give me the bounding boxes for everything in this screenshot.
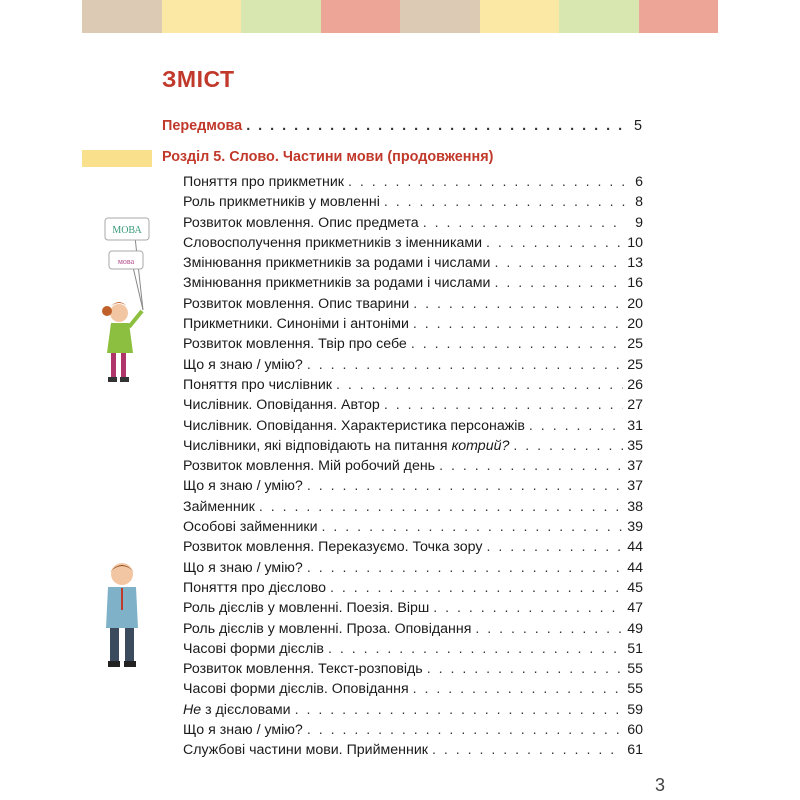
- section-heading: Розділ 5. Слово. Частини мови (продовження): [162, 149, 494, 165]
- toc-entry-page: 37: [627, 458, 643, 475]
- toc-list: [183, 172, 643, 761]
- leader-dots: [384, 192, 625, 212]
- toc-entry-label: Поняття про числівник: [183, 376, 332, 393]
- leader-dots: [259, 497, 623, 517]
- toc-entry[interactable]: [183, 172, 643, 192]
- toc-entry-page: 55: [627, 681, 643, 698]
- toc-entry[interactable]: [183, 740, 643, 760]
- toc-entry-page: 27: [627, 397, 643, 414]
- top-color-block: [82, 0, 162, 33]
- toc-entry[interactable]: [183, 273, 643, 293]
- top-color-block: [400, 0, 480, 33]
- toc-entry[interactable]: [183, 253, 643, 273]
- toc-entry-page: 37: [627, 478, 643, 495]
- leader-dots: [307, 355, 623, 375]
- toc-entry-label: Розвиток мовлення. Опис предмета: [183, 214, 419, 231]
- toc-entry[interactable]: [183, 537, 643, 557]
- toc-entry-label: Що я знаю / умію?: [183, 478, 303, 495]
- leader-dots: [413, 294, 623, 314]
- toc-entry-page: 39: [627, 519, 643, 536]
- toc-entry[interactable]: [183, 355, 643, 375]
- leader-dots: [384, 395, 623, 415]
- toc-entry[interactable]: [183, 517, 643, 537]
- toc-entry-label: Числівники, які відповідають на питання котрий?: [183, 437, 510, 454]
- top-color-block: [321, 0, 401, 33]
- toc-entry-label: Що я знаю / умію?: [183, 356, 303, 373]
- leader-dots: [423, 213, 625, 233]
- top-color-block: [162, 0, 242, 33]
- preface-page: 5: [633, 118, 642, 134]
- toc-entry-label: Прикметники. Синоніми і антоніми: [183, 316, 409, 333]
- toc-entry[interactable]: [183, 233, 643, 253]
- toc-entry-page: 44: [627, 539, 643, 556]
- toc-entry-label: Роль прикметників у мовленні: [183, 194, 380, 211]
- toc-entry-page: 25: [627, 336, 643, 353]
- leader-dots: [432, 740, 623, 760]
- leader-dots: [486, 537, 623, 557]
- toc-entry[interactable]: [183, 619, 643, 639]
- toc-entry-label: Числівник. Оповідання. Автор: [183, 397, 380, 414]
- toc-entry-page: 45: [627, 579, 643, 596]
- toc-entry-label: Роль дієслів у мовленні. Проза. Оповідання: [183, 620, 472, 637]
- leader-dots: [529, 416, 623, 436]
- top-color-block: [241, 0, 321, 33]
- leader-dots: [475, 619, 623, 639]
- toc-entry-label: Не з дієсловами: [183, 701, 291, 718]
- toc-entry-page: 25: [627, 356, 643, 373]
- leader-dots: [494, 273, 623, 293]
- toc-entry-label: Розвиток мовлення. Опис тварини: [183, 295, 410, 312]
- toc-entry-page: 47: [627, 600, 643, 617]
- toc-entry-page: 26: [627, 376, 643, 393]
- toc-entry-page: 6: [635, 174, 643, 190]
- toc-entry-page: 59: [627, 701, 643, 718]
- boy-illustration: [98, 560, 148, 670]
- toc-entry-page: 9: [635, 214, 643, 231]
- page-title: ЗМІСТ: [162, 66, 235, 92]
- leader-dots: [322, 517, 624, 537]
- leader-dots: [336, 375, 623, 395]
- toc-entry[interactable]: [183, 416, 643, 436]
- toc-entry-label: Поняття про прикметник: [183, 174, 344, 190]
- toc-entry[interactable]: [183, 476, 643, 496]
- toc-entry[interactable]: [183, 436, 643, 456]
- leader-dots: [413, 314, 623, 334]
- toc-entry[interactable]: [183, 639, 643, 659]
- leader-dots: [348, 172, 625, 192]
- leader-dots: [246, 116, 624, 136]
- toc-entry-page: 61: [627, 742, 643, 759]
- toc-entry-label: Розвиток мовлення. Текст-розповідь: [183, 661, 423, 678]
- leader-dots: [413, 679, 624, 699]
- toc-entry-label: Часові форми дієслів: [183, 640, 324, 657]
- leader-dots: [427, 659, 624, 679]
- toc-entry-page: 55: [627, 661, 643, 678]
- toc-entry-label: Числівник. Оповідання. Характеристика персонажів: [183, 417, 525, 434]
- leader-dots: [513, 436, 623, 456]
- toc-entry-page: 10: [627, 234, 643, 251]
- toc-entry-label: Особові займенники: [183, 519, 318, 536]
- balloon-bottom-text: мова: [117, 257, 135, 266]
- toc-entry-page: 8: [635, 194, 643, 211]
- toc-entry-label: Розвиток мовлення. Переказуємо. Точка зору: [183, 539, 483, 556]
- leader-dots: [330, 578, 623, 598]
- toc-entry[interactable]: [183, 497, 643, 517]
- toc-entry-label: Змінювання прикметників за родами і числами: [183, 255, 491, 272]
- toc-entry-label: Розвиток мовлення. Твір про себе: [183, 336, 407, 353]
- leader-dots: [295, 700, 624, 720]
- toc-entry-page: 16: [627, 275, 643, 292]
- toc-entry-page: 60: [627, 722, 643, 739]
- toc-entry[interactable]: [183, 213, 643, 233]
- toc-entry-page: 20: [627, 316, 643, 333]
- toc-entry-label: Розвиток мовлення. Мій робочий день: [183, 458, 436, 475]
- girl-with-balloons-illustration: [95, 215, 165, 390]
- leader-dots: [439, 456, 623, 476]
- top-color-block: [480, 0, 560, 33]
- toc-entry-page: 13: [627, 255, 643, 272]
- toc-entry[interactable]: [183, 700, 643, 720]
- toc-entry[interactable]: [183, 558, 643, 578]
- top-color-strip: [82, 0, 718, 33]
- toc-entry[interactable]: [183, 375, 643, 395]
- toc-entry[interactable]: [183, 598, 643, 618]
- leader-dots: [328, 639, 623, 659]
- leader-dots: [411, 334, 623, 354]
- toc-entry-page: 44: [627, 559, 643, 576]
- toc-entry-label: Поняття про дієслово: [183, 579, 326, 596]
- toc-entry-page: 31: [627, 417, 643, 434]
- preface-label: Передмова: [162, 118, 243, 134]
- leader-dots: [307, 720, 623, 740]
- toc-entry[interactable]: [183, 679, 643, 699]
- toc-entry-page: 35: [627, 437, 643, 454]
- leader-dots: [433, 598, 623, 618]
- toc-entry-page: 38: [627, 498, 643, 515]
- leader-dots: [307, 558, 623, 578]
- top-color-block: [559, 0, 639, 33]
- toc-preface[interactable]: [162, 116, 642, 136]
- top-color-block: [639, 0, 719, 33]
- balloon-top-text: МОВА: [112, 225, 142, 236]
- toc-entry[interactable]: [183, 659, 643, 679]
- page-number: 3: [655, 775, 666, 795]
- toc-entry-label: Що я знаю / умію?: [183, 559, 303, 576]
- toc-entry-label: Займенник: [183, 498, 255, 515]
- toc-entry[interactable]: [183, 456, 643, 476]
- toc-entry[interactable]: [183, 192, 643, 212]
- toc-entry[interactable]: [183, 720, 643, 740]
- toc-entry[interactable]: [183, 314, 643, 334]
- section-marker-bar: [82, 150, 152, 167]
- toc-entry[interactable]: [183, 334, 643, 354]
- toc-entry[interactable]: [183, 395, 643, 415]
- toc-entry-label: Роль дієслів у мовленні. Поезія. Вірш: [183, 600, 430, 617]
- leader-dots: [486, 233, 623, 253]
- toc-entry-label: Словосполучення прикметників з іменниками: [183, 234, 483, 251]
- toc-entry-label: Службові частини мови. Прийменник: [183, 742, 428, 759]
- toc-entry-label: Часові форми дієслів. Оповідання: [183, 681, 409, 698]
- leader-dots: [307, 476, 623, 496]
- toc-entry[interactable]: [183, 294, 643, 314]
- toc-entry-page: 51: [627, 640, 643, 657]
- toc-entry-page: 49: [627, 620, 643, 637]
- toc-entry-label: Змінювання прикметників за родами і числами: [183, 275, 491, 292]
- toc-entry-label: Що я знаю / умію?: [183, 722, 303, 739]
- toc-entry[interactable]: [183, 578, 643, 598]
- toc-entry-page: 20: [627, 295, 643, 312]
- leader-dots: [494, 253, 623, 273]
